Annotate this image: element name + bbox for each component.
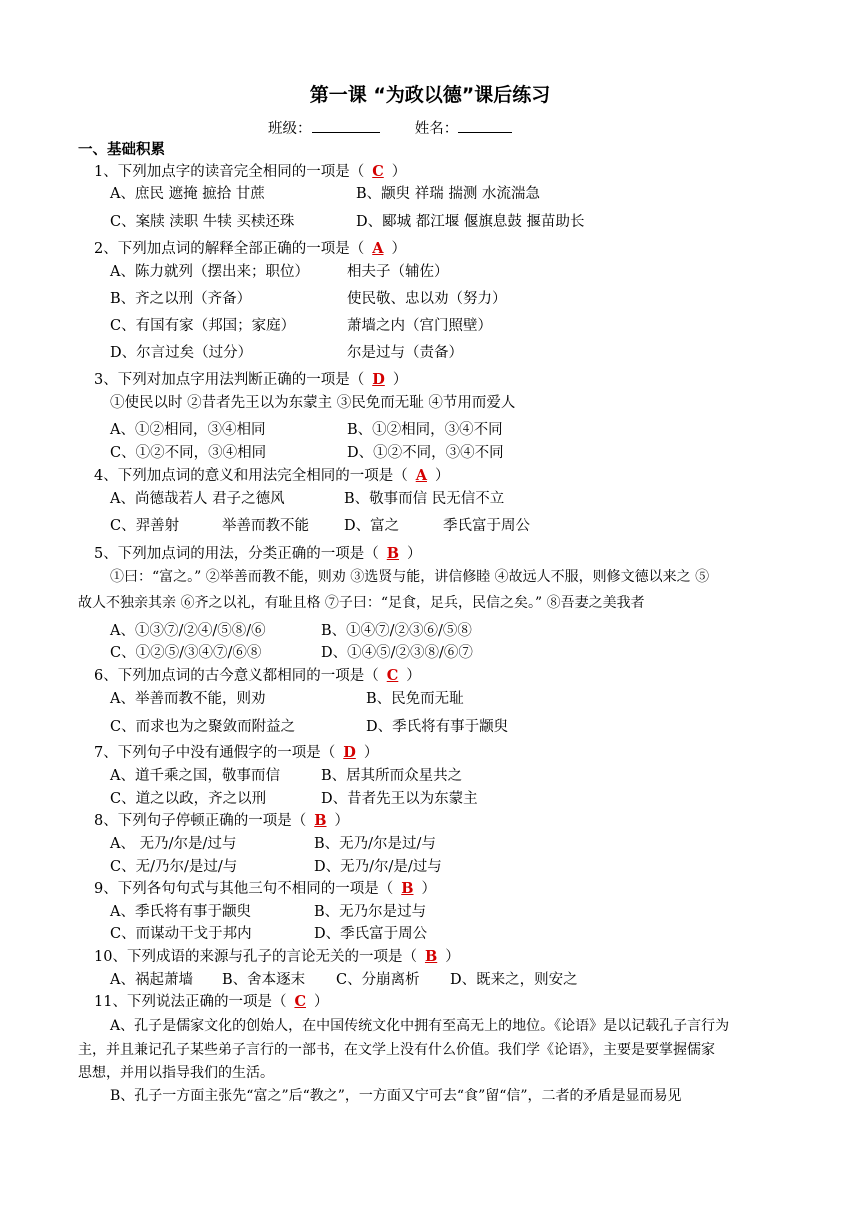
- q9-stem: 9、下列各句句式与其他三句不相同的一项是（: [94, 881, 394, 897]
- q2-option-a1: A、陈力就列（摆出来；职位）: [110, 264, 309, 280]
- q10-stem: 10、下列成语的来源与孔子的言论无关的一项是（: [94, 949, 417, 965]
- q10-answer: B: [424, 948, 438, 965]
- q3-close: ）: [392, 372, 408, 388]
- q8-option-c: C、无/乃尔/是过/与: [110, 859, 238, 875]
- q6-close: ）: [406, 668, 421, 684]
- section-heading: 一、基础积累: [78, 142, 165, 158]
- q3-option-d: D、①②不同，③④不同: [347, 445, 504, 461]
- q5-option-d: D、①④⑤/②③⑧/⑥⑦: [321, 645, 473, 661]
- q9-option-d: D、季氏富于周公: [314, 926, 428, 942]
- page-title: 第一课 “为政以德”课后练习: [309, 84, 551, 106]
- q1-answer: C: [372, 163, 384, 180]
- q2-answer: A: [372, 240, 384, 257]
- q6-answer: C: [386, 667, 399, 684]
- q9-answer: B: [401, 880, 414, 897]
- q8-option-b: B、无乃/尔是过/与: [314, 836, 436, 852]
- q4-stem: 4、下列加点词的意义和用法完全相同的一项是（: [94, 468, 408, 484]
- header-line: [268, 118, 512, 139]
- q11-option-b-line1: B、孔子一方面主张先“富之”后“教之”，一方面又宁可去“食”留“信”，二者的矛盾是显而易见: [110, 1088, 682, 1104]
- q5-option-b: B、①④⑦/②③⑥/⑤⑧: [321, 623, 472, 639]
- q4-answer: A: [415, 467, 427, 484]
- q3-option-b: B、①②相同，③④不同: [347, 422, 503, 438]
- q4-option-c2: 举善而教不能: [222, 518, 309, 534]
- q5-option-a: A、①③⑦/②④/⑤⑧/⑥: [110, 623, 266, 639]
- q4-option-d2: 季氏富于周公: [443, 518, 530, 534]
- q6-option-d: D、季氏将有事于颛臾: [366, 719, 509, 735]
- q7-option-c: C、道之以政，齐之以刑: [110, 791, 267, 807]
- q10-option-d: D、既来之，则安之: [450, 972, 578, 988]
- question-9: [94, 879, 436, 899]
- q9-close: ）: [421, 881, 436, 897]
- q2-stem: 2、下列加点词的解释全部正确的一项是（: [94, 241, 365, 257]
- q1-close: ）: [391, 164, 407, 180]
- q1-option-d: D、郾城 都江堰 偃旗息鼓 揠苗助长: [356, 214, 585, 230]
- q4-option-d1: D、富之: [344, 518, 400, 534]
- name-blank[interactable]: [458, 118, 512, 133]
- q9-option-a: A、季氏将有事于颛臾: [110, 904, 251, 920]
- class-blank[interactable]: [312, 118, 380, 133]
- q2-option-c2: 萧墙之内（宫门照壁）: [347, 318, 492, 334]
- q1-stem: 1、下列加点字的读音完全相同的一项是（: [94, 164, 365, 180]
- question-6: [94, 666, 421, 686]
- class-label: 班级：: [268, 121, 312, 137]
- q8-option-a: A、 无乃/尔是/过与: [110, 836, 237, 852]
- question-7: [94, 743, 378, 763]
- q2-option-d2: 尔是过与（责备）: [347, 345, 463, 361]
- q3-option-a: A、①②相同，③④相同: [110, 422, 266, 438]
- q2-option-c1: C、有国有家（邦国；家庭）: [110, 318, 296, 334]
- q5-stem: 5、下列加点词的用法，分类正确的一项是（: [94, 546, 379, 562]
- q8-option-d: D、无乃/尔/是/过与: [314, 859, 442, 875]
- q7-option-a: A、道千乘之国，敬事而信: [110, 768, 280, 784]
- q2-option-b2: 使民敬、忠以劝（努力）: [347, 291, 507, 307]
- q7-option-b: B、居其所而众星共之: [321, 768, 463, 784]
- q6-option-a: A、举善而教不能，则劝: [110, 691, 266, 707]
- question-2: [94, 239, 406, 259]
- q11-stem: 11、下列说法正确的一项是（: [94, 994, 287, 1010]
- q5-close: ）: [407, 546, 422, 562]
- q8-close: ）: [334, 813, 349, 829]
- q1-option-b: B、颛臾 祥瑞 揣测 水流湍急: [356, 186, 540, 202]
- q10-option-c: C、分崩离析: [336, 972, 420, 988]
- question-1: [94, 162, 406, 182]
- question-11: [94, 992, 329, 1012]
- q3-stem: 3、下列对加点字用法判断正确的一项是（: [94, 372, 365, 388]
- q11-answer: C: [294, 993, 306, 1010]
- q4-option-a: A、尚德哉若人 君子之德风: [110, 491, 285, 507]
- q8-answer: B: [314, 812, 327, 829]
- q4-option-b: B、敬事而信 民无信不立: [344, 491, 505, 507]
- q3-items: ①使民以时 ②昔者先王以为东蒙主 ③民免而无耻 ④节用而爱人: [110, 395, 516, 411]
- q6-option-c: C、而求也为之聚敛而附益之: [110, 719, 296, 735]
- q11-option-a-line2: 主，并且兼记孔子某些弟子言行的一部书，在文学上没有什么价值。我们学《论语》，主要是要掌握儒家: [78, 1042, 715, 1058]
- q7-close: ）: [363, 745, 379, 761]
- q3-answer: D: [372, 371, 385, 388]
- q5-answer: B: [386, 545, 399, 562]
- q10-option-a: A、祸起萧墙: [110, 972, 193, 988]
- q4-close: ）: [435, 468, 450, 484]
- q11-close: ）: [314, 994, 329, 1010]
- q2-option-b1: B、齐之以刑（齐备）: [110, 291, 252, 307]
- q2-close: ）: [391, 241, 406, 257]
- q6-stem: 6、下列加点词的古今意义都相同的一项是（: [94, 668, 379, 684]
- q1-option-a: A、庶民 遮掩 摭拾 甘蔗: [110, 186, 265, 202]
- q10-option-b: B、舍本逐末: [222, 972, 306, 988]
- q9-option-b: B、无乃尔是过与: [314, 904, 427, 920]
- q9-option-c: C、而谋动干戈于邦内: [110, 926, 252, 942]
- q7-option-d: D、昔者先王以为东蒙主: [321, 791, 478, 807]
- q7-answer: D: [343, 744, 356, 761]
- question-4: [94, 466, 450, 486]
- q2-option-d1: D、尔言过矣（过分）: [110, 345, 253, 361]
- q10-close: ）: [445, 949, 460, 965]
- q5-option-c: C、①②⑤/③④⑦/⑥⑧: [110, 645, 262, 661]
- q7-stem: 7、下列句子中没有通假字的一项是（: [94, 745, 336, 761]
- q5-items-line1: ①曰：“富之。” ②举善而教不能，则劝 ③选贤与能，讲信修睦 ④故远人不服，则修文德以来之 ⑤: [110, 569, 710, 585]
- q4-option-c1: C、羿善射: [110, 518, 180, 534]
- question-5: [94, 544, 422, 564]
- q3-option-c: C、①②不同，③④相同: [110, 445, 267, 461]
- q1-option-c: C、案牍 渎职 牛犊 买椟还珠: [110, 214, 295, 230]
- q8-stem: 8、下列句子停顿正确的一项是（: [94, 813, 307, 829]
- question-8: [94, 811, 349, 831]
- question-3: [94, 370, 407, 390]
- name-label: 姓名：: [414, 121, 459, 137]
- q5-items-line2: 故人不独亲其亲 ⑥齐之以礼，有耻且格 ⑦子曰：“足食，足兵，民信之矣。” ⑧吾妻之美我者: [78, 595, 645, 611]
- q11-option-a-line3: 思想，并用以指导我们的生活。: [78, 1065, 274, 1081]
- question-10: [94, 947, 460, 967]
- q6-option-b: B、民免而无耻: [366, 691, 464, 707]
- q11-option-a-line1: A、孔子是儒家文化的创始人，在中国传统文化中拥有至高无上的地位。《论语》是以记载孔子言行为: [110, 1018, 730, 1034]
- q2-option-a2: 相夫子（辅佐）: [347, 264, 449, 280]
